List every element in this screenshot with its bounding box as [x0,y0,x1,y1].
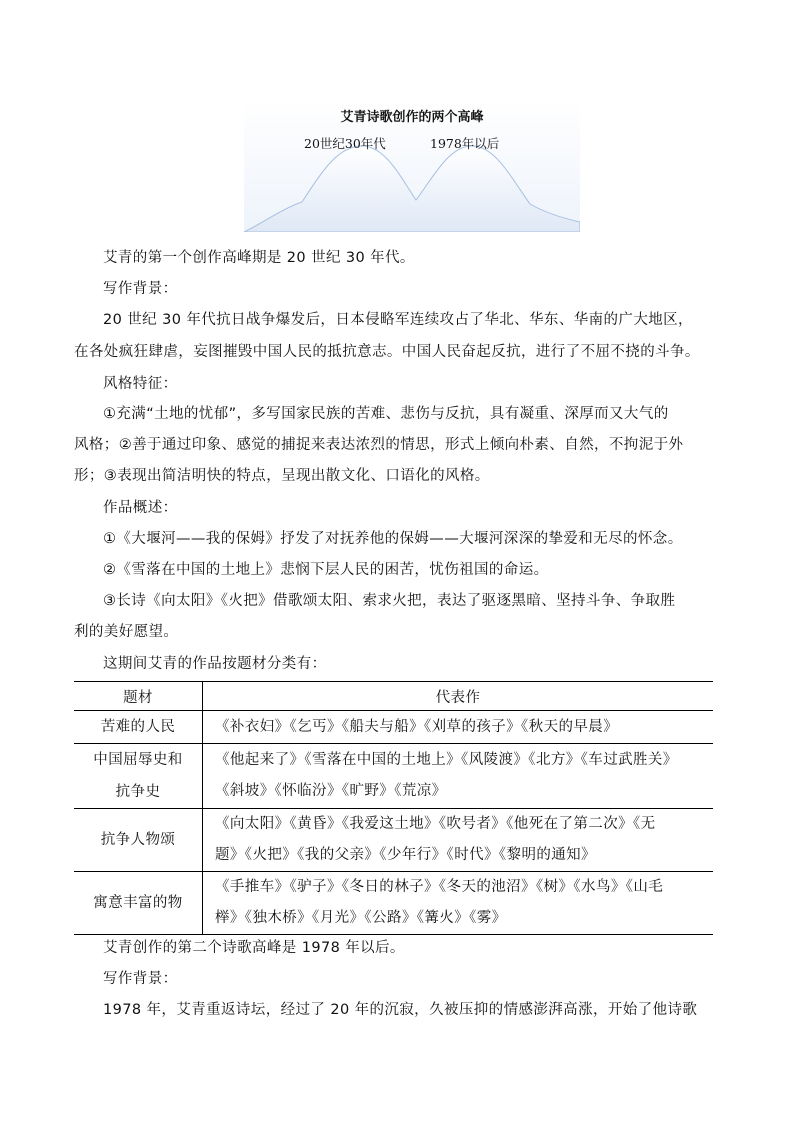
table-row [74,872,713,935]
works-line: 题》《火把》《我的父亲》《少年行》《时代》《黎明的通知》 [215,847,596,863]
table-header-row [74,682,713,711]
heading-works: 作品概述： [103,500,178,516]
two-peaks-figure [244,98,580,232]
paragraph-work-2: ②《雪落在中国的土地上》悲悯下层人民的困苦，忧伤祖国的命运。 [103,562,549,578]
paragraph-style-line1: ①充满“土地的忧郁”，多写国家民族的苦难、悲伤与反抗，具有凝重、深厚而又大气的 [103,406,669,422]
table-row [74,809,713,872]
works-line: 《手推车》《驴子》《冬日的林子》《冬天的池沼》《树》《水鸟》《山毛 [215,879,664,895]
row-works [203,809,714,872]
paragraph-work-1: ①《大堰河——我的保姆》抒发了对抚养他的保姆——大堰河深深的挚爱和无尽的怀念。 [103,531,683,547]
paragraph-first-peak: 艾青的第一个创作高峰期是 20 世纪 30 年代。 [103,250,415,266]
heading-background-2: 写作背景： [103,971,178,987]
works-line: 《向太阳》《黄昏》《我爱这土地》《吹号者》《他死在了第二次》《无 [215,816,656,832]
table-row [74,711,713,744]
paragraph-work-3-line2: 利的美好愿望。 [74,624,179,640]
paragraph-style-line2: 风格；②善于通过印象、感觉的捕捉来表达浓烈的情思，形式上倾向朴素、自然，不拘泥于外 [74,437,684,453]
table-row [74,744,713,809]
paragraph-style-line3: 形；③表现出简洁明快的特点，呈现出散文化、口语化的风格。 [74,468,490,484]
figure-title: 艾青诗歌创作的两个高峰 [340,110,484,125]
works-line: 《斜坡》《怀临汾》《旷野》《荒凉》 [215,783,447,799]
row-topic: 寓意丰富的物 [74,872,203,935]
heading-style: 风格特征： [103,376,178,392]
works-line: 榉》《独木桥》《月光》《公路》《篝火》《雾》 [215,910,507,926]
paragraph-second-peak: 艾青创作的第二个诗歌高峰是 1978 年以后。 [103,940,405,956]
topic-line: 抗争史 [115,784,161,800]
heading-background: 写作背景： [103,281,178,297]
row-topic: 抗争人物颂 [74,809,203,872]
paragraph-background-2-line1: 1978 年，艾青重返诗坛，经过了 20 年的沉寂，久被压抑的情感澎湃高涨，开始了他诗歌 [103,1002,698,1018]
peak-label-1978: 1978年以后 [430,136,500,151]
works-line: 《他起来了》《雪落在中国的土地上》《风陵渡》《北方》《车过武胜关》 [215,752,678,768]
paragraph-background-line2: 在各处疯狂肆虐，妄图摧毁中国人民的抵抗意志。中国人民奋起反抗，进行了不屈不挠的斗争。 [74,344,700,360]
row-works [203,872,714,935]
row-topic [74,744,203,809]
paragraph-background-line1: 20 世纪 30 年代抗日战争爆发后，日本侵略军连续攻占了华北、华东、华南的广大地区， [103,312,693,328]
works-line: 《补衣妇》《乞丐》《船夫与船》《刈草的孩子》《秋天的早晨》 [215,718,619,735]
topic-line: 中国屈辱史和 [93,752,183,768]
header-works: 代表作 [203,682,714,711]
table-intro: 这期间艾青的作品按题材分类有： [103,656,327,672]
row-works [203,711,714,744]
works-table [74,681,713,935]
paragraph-work-3-line1: ③长诗《向太阳》《火把》借歌颂太阳、索求火把，表达了驱逐黑暗、坚持斗争、争取胜 [103,593,676,609]
row-topic: 苦难的人民 [74,711,203,744]
peak-label-1930s: 20世纪30年代 [304,136,386,151]
header-topic: 题材 [74,682,203,711]
row-works [203,744,714,809]
